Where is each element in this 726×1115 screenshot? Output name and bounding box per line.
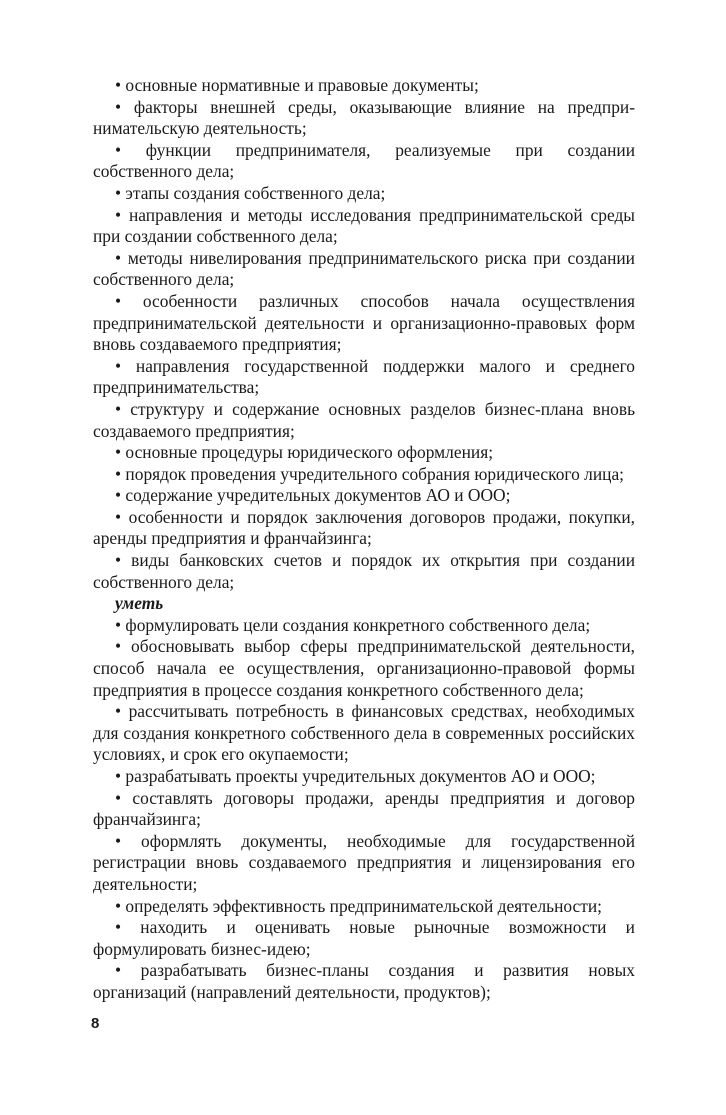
- list-item: • содержание учредительных документов АО и ООО;: [115, 485, 511, 506]
- list-item: • виды банковских счетов и порядок их открытия при создании собственного дела;: [93, 550, 635, 592]
- list-item: • рассчитывать потребность в финансовых средствах, необходимых для создания конкретного собственного дела в современных российских условиях, и срок его окупаемости;: [93, 701, 635, 765]
- list-item: • направления государственной поддержки малого и среднего предпринимательства;: [93, 355, 635, 398]
- list-item: • методы нивелирования предпринимательского риска при создании собственного дела;: [93, 247, 635, 290]
- page-number: 8: [91, 1015, 100, 1032]
- list-item: • находить и оценивать новые рыночные возможности и формулировать бизнес-идею;: [93, 917, 635, 959]
- list-item: • разрабатывать проекты учредительных документов АО и ООО;: [115, 766, 596, 786]
- list-item: • направления и методы исследования предпринимательской среды при создании собственного дела;: [93, 204, 635, 247]
- list-item: • формулировать цели создания конкретного собственного дела;: [115, 614, 591, 635]
- list-item: • основные нормативные и правовые документы;: [115, 75, 479, 95]
- skills-heading: уметь: [115, 593, 164, 614]
- list-item: • особенности и порядок заключения договоров продажи, покупки, аренды предприятия и франчайзинга;: [93, 506, 635, 549]
- list-item: • составлять договоры продажи, аренды предприятия и договор франчайзинга;: [93, 787, 635, 830]
- list-item: • основные процедуры юридического оформления;: [115, 442, 494, 463]
- list-item: • этапы создания собственного дела;: [115, 182, 386, 203]
- list-item: • структуру и содержание основных разделов бизнес-плана вновь создаваемого предприятия;: [93, 398, 635, 441]
- page-body: [93, 75, 635, 1004]
- list-item: • обосновывать выбор сферы предпринимательской деятельности, способ начала ее осуществления, организационно-правовой формы предприятия в процессе создания конкретного собственного дела;: [93, 636, 635, 700]
- list-item: • функции предпринимателя, реализуемые при создании собственного дела;: [93, 139, 635, 182]
- list-item: • порядок проведения учредительного собрания юридического лица;: [115, 463, 624, 484]
- list-item: • определять эффективность предпринимательской деятельности;: [115, 895, 602, 916]
- list-item: • факторы внешней среды, оказывающие влияние на предпринимательскую деятельность;: [93, 96, 635, 139]
- list-item: • особенности различных способов начала осуществления предпринимательской деятельности и организационно-правовых форм вновь создаваемого предприятия;: [93, 290, 635, 355]
- list-item: • оформлять документы, необходимые для государственной регистрации вновь создаваемого предприятия и лицензирования его деятельности;: [93, 830, 635, 894]
- list-item: • разрабатывать бизнес-планы создания и развития новых организаций (направлений деятельности, продуктов);: [93, 960, 635, 1002]
